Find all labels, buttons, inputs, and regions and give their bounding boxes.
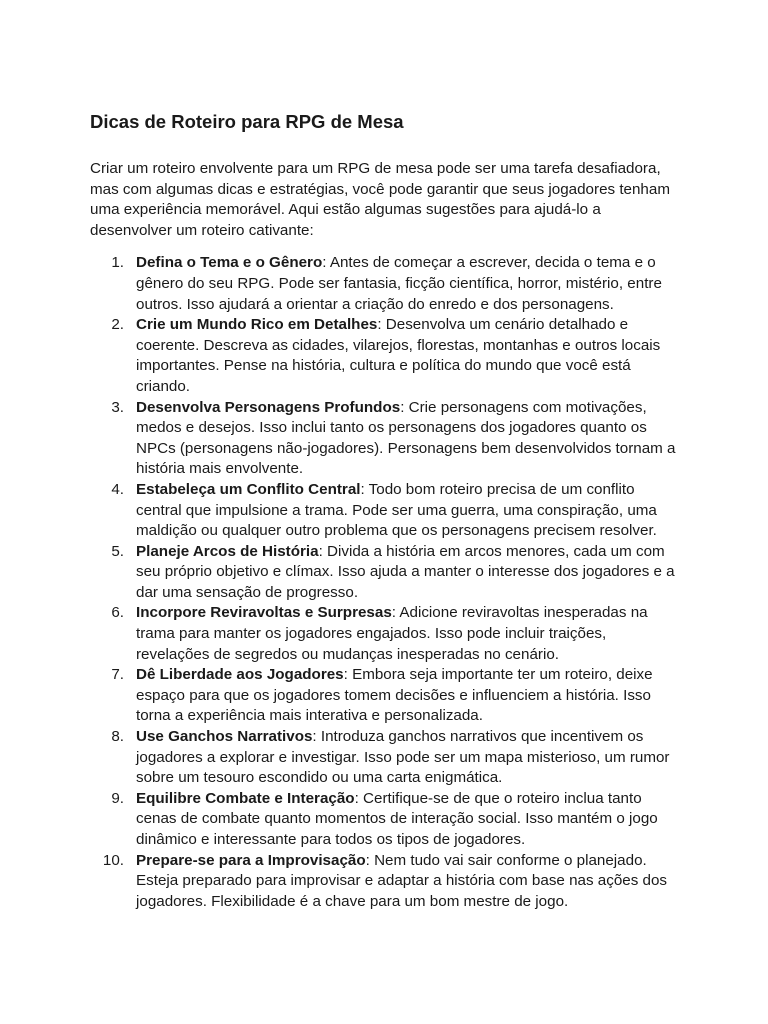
document-title: Dicas de Roteiro para RPG de Mesa xyxy=(90,111,404,132)
list-item xyxy=(90,603,678,665)
list-item xyxy=(90,851,678,913)
list-item xyxy=(90,398,678,480)
list-text: : Divida a história em arcos menores, cada um com seu próprio objetivo e clímax. Isso ajuda a manter o interesse dos jogadores e a dar uma sensação de progresso. xyxy=(136,542,675,601)
list-number: 7. xyxy=(111,666,124,684)
list-number: 5. xyxy=(111,542,124,560)
list-term: Desenvolva Personagens Profundos xyxy=(136,398,401,416)
list-item xyxy=(90,315,678,397)
list-text: : Antes de começar a escrever, decida o tema e o gênero do seu RPG. Pode ser fantasia, ficção científica, horror, mistério, entre outros. Isso ajudará a orientar a criação do enredo e dos personagens. xyxy=(136,254,662,313)
list-term: Planeje Arcos de História xyxy=(136,542,319,560)
list-term: Equilibre Combate e Interação xyxy=(136,789,355,807)
list-number: 3. xyxy=(111,398,124,416)
list-number: 1. xyxy=(111,254,124,272)
list-term: Estabeleça um Conflito Central xyxy=(136,480,361,498)
list-text: : Desenvolva um cenário detalhado e coerente. Descreva as cidades, vilarejos, florestas, montanhas e outros locais importantes. Pense na história, cultura e política do mundo que você está criando. xyxy=(136,316,661,395)
list-number: 4. xyxy=(111,480,124,498)
list-number: 10. xyxy=(102,851,124,869)
list-text: : Adicione reviravoltas inesperadas na trama para manter os jogadores engajados. Isso pode incluir traições, revelações de segredos ou mudanças inesperadas no cenário. xyxy=(136,604,648,663)
list-term: Use Ganchos Narrativos xyxy=(136,728,313,746)
list-number: 2. xyxy=(111,316,124,334)
list-number: 6. xyxy=(111,604,124,622)
list-text: : Embora seja importante ter um roteiro, deixe espaço para que os jogadores tomem decisões e influenciem a história. Isso torna a experiência mais interativa e personalizada. xyxy=(136,666,653,725)
list-term: Incorpore Reviravoltas e Surpresas xyxy=(136,604,392,622)
list-item xyxy=(90,480,678,542)
list-term: Dê Liberdade aos Jogadores xyxy=(136,666,344,684)
list-item xyxy=(90,727,678,789)
list-text: : Todo bom roteiro precisa de um conflito central que impulsione a trama. Pode ser uma guerra, uma conspiração, uma maldição ou qualquer outro problema que os personagens precisem resolver. xyxy=(136,480,657,540)
list-text: : Certifique-se de que o roteiro inclua tanto cenas de combate quanto momentos de interação social. Isso mantém o jogo dinâmico e interessante para todos os tipos de jogadores. xyxy=(136,789,658,848)
list-term: Prepare-se para a Improvisação xyxy=(136,851,366,869)
list-item xyxy=(90,789,678,851)
list-item xyxy=(90,253,678,315)
list-number: 8. xyxy=(111,728,124,746)
list-text: : Introduza ganchos narrativos que incentivem os jogadores a explorar e investigar. Isso pode ser um mapa misterioso, um rumor sobre um tesouro escondido ou uma carta enigmática. xyxy=(136,728,670,787)
list-item xyxy=(90,542,678,604)
list-item xyxy=(90,665,678,727)
list-text: : Nem tudo vai sair conforme o planejado. Esteja preparado para improvisar e adaptar a história com base nas ações dos jogadores. Flexibilidade é a chave para um bom mestre de jogo. xyxy=(136,851,668,910)
list-term: Defina o Tema e o Gênero xyxy=(136,254,323,272)
list-number: 9. xyxy=(111,789,124,807)
list-text: : Crie personagens com motivações, medos e desejos. Isso inclui tanto os personagens dos jogadores quanto os NPCs (personagens não-jogadores). Personagens bem desenvolvidos tornam a história mais envolvente. xyxy=(136,398,676,478)
intro-paragraph: Criar um roteiro envolvente para um RPG de mesa pode ser uma tarefa desafiadora, mas com algumas dicas e estratégias, você pode garantir que seus jogadores tenham uma experiência memorável. Aqui estão algumas sugestões para ajudá-lo a desenvolver um roteiro cativante: xyxy=(90,160,670,239)
list-term: Crie um Mundo Rico em Detalhes xyxy=(136,316,378,334)
tips-list xyxy=(90,253,678,912)
